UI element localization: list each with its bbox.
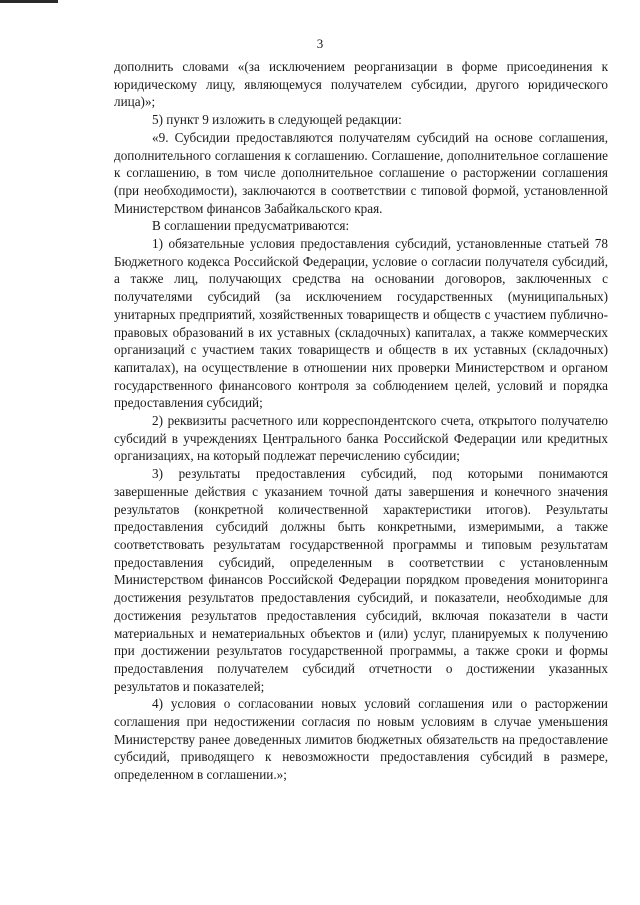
page-number: 3	[316, 36, 324, 51]
document-body	[114, 58, 608, 784]
paragraph-item-5: 5) пункт 9 изложить в следующей редакции:	[152, 112, 402, 128]
paragraph-clause-9: «9. Субсидии предоставляются получателям субсидий на основе соглашения, дополнительного соглашения к соглашению. Соглашение, дополнительное соглашение к соглашению, в том числе дополнительное соглашение о расторжении соглашения (при необходимости), заключаются в соответствии с типовой формой, установленной Министерством финансов Забайкальского края.	[114, 129, 608, 216]
paragraph-subitem-3: 3) результаты предоставления субсидий, под которыми понимаются завершенные действия с указанием точной даты завершения и конечного значения результатов (конкретной количественной характеристики итогов). Результаты предоставления субсидий должны быть конкретными, измеримыми, а также соответствовать результатам государственной программы и типовым результатам предоставления субсидий, определенным в соответствии с установленным Министерством финансов Российской Федерации порядком проведения мониторинга достижения результатов предоставления субсидий, и показатели, необходимые для достижения результатов предоставления субсидий, включая показатели в части материальных и нематериальных объектов и (или) услуг, планируемых к получению при достижении результатов государственной программы, а также сроки и формы предоставления получателем субсидий отчетности о достижении указанных результатов и показателей;	[114, 466, 608, 694]
paragraph-continuation: дополнить словами «(за исключением реорганизации в форме присоединения к юридическому лицу, являющемуся получателем субсидии, другого юридического лица)»;	[114, 59, 608, 110]
paragraph-subitem-2: 2) реквизиты расчетного или корреспондентского счета, открытого получателю субсидий в учреждениях Центрального банка Российской Федерации или кредитных организациях, на который подлежат перечислению субсидии;	[114, 413, 608, 464]
paragraph-agreement-intro: В соглашении предусматриваются:	[152, 218, 350, 234]
scan-edge-mark	[0, 0, 58, 3]
paragraph-subitem-4: 4) условия о согласовании новых условий соглашения или о расторжении соглашения при недостижении согласия по новым условиям в случае уменьшения Министерству ранее доведенных лимитов бюджетных обязательств на предоставление субсидий, приводящего к невозможности предоставления субсидий в размере, определенном в соглашении.»;	[114, 696, 608, 783]
paragraph-subitem-1: 1) обязательные условия предоставления субсидий, установленные статьей 78 Бюджетного кодекса Российской Федерации, условие о согласии получателя субсидий, а также лиц, получающих средства на основании договоров, заключенных с получателями субсидий (за исключением государственных (муниципальных) унитарных предприятий, хозяйственных товариществ и обществ с участием публично-правовых образований в их уставных (складочных) капиталах, а также коммерческих организаций с участием таких товариществ и обществ в их уставных (складочных) капиталах), на осуществление в отношении них проверки Министерством и органом государственного финансового контроля за соблюдением целей, условий и порядка предоставления субсидий;	[114, 236, 608, 411]
